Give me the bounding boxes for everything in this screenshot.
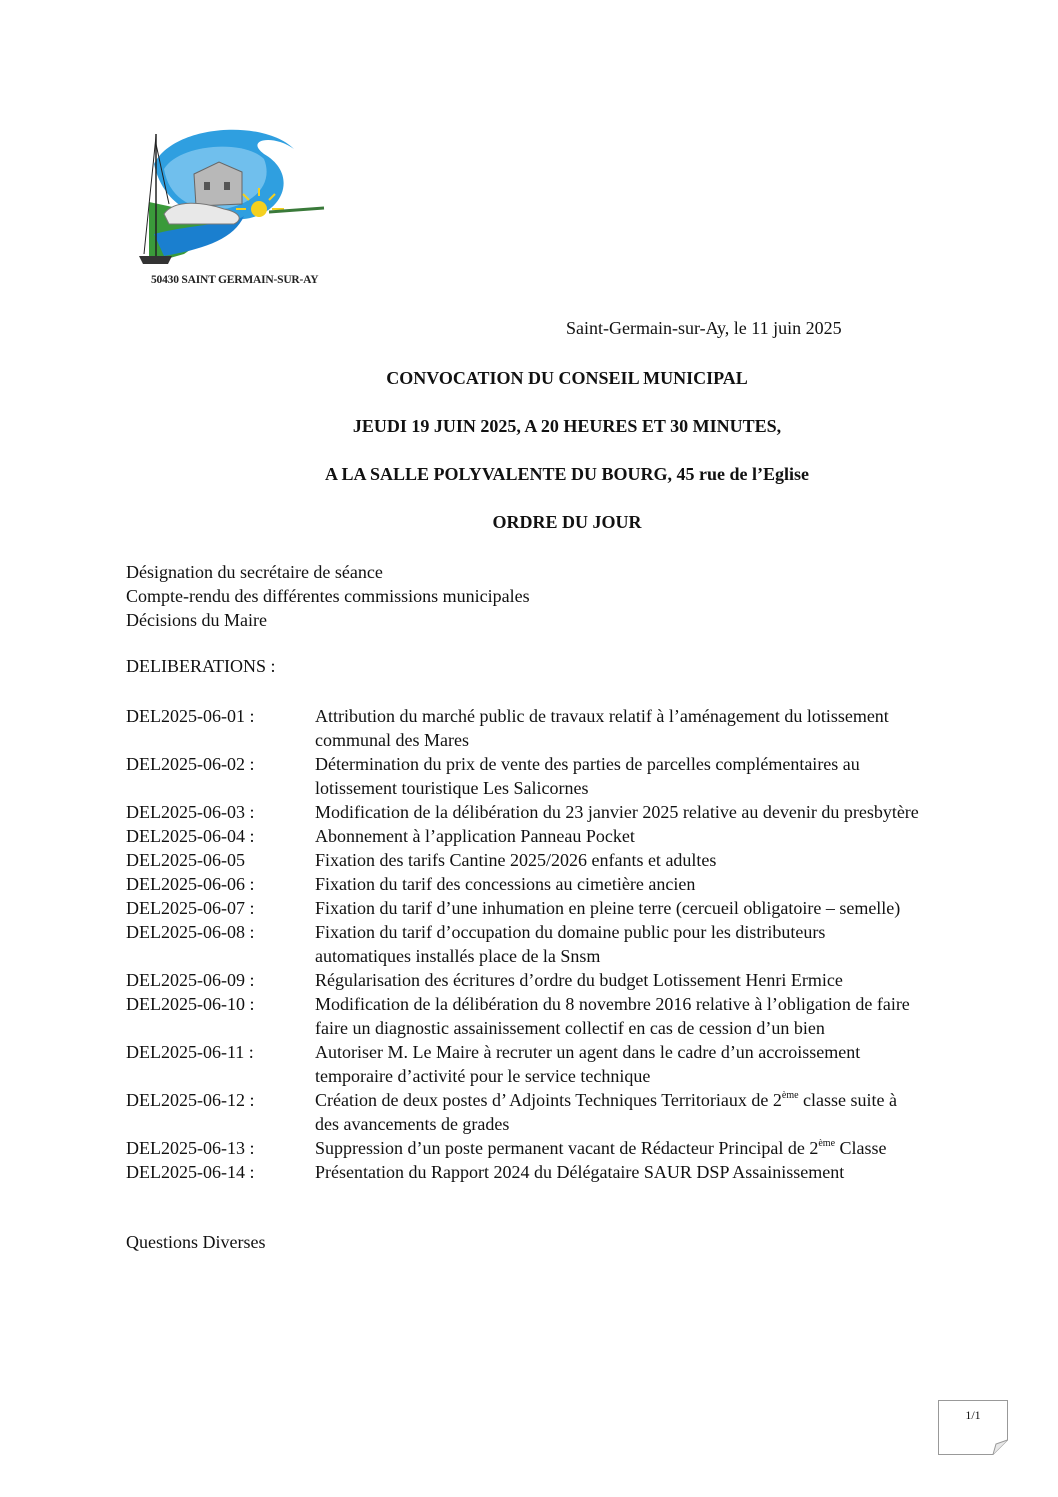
deliberation-row <box>126 872 1006 896</box>
municipal-logo <box>124 124 334 294</box>
meeting-location <box>0 464 1058 485</box>
deliberation-row <box>126 1136 1006 1160</box>
agenda-title: ORDRE DU JOUR <box>492 512 642 532</box>
deliberation-code: DEL2025-06-11 : <box>126 1042 254 1062</box>
deliberation-code: DEL2025-06-09 : <box>126 970 255 990</box>
deliberation-row <box>126 848 1006 872</box>
deliberation-text: Modification de la délibération du 23 janvier 2025 relative au devenir du presbytère <box>315 802 919 822</box>
deliberation-row <box>126 1160 1006 1184</box>
deliberation-code: DEL2025-06-12 : <box>126 1090 255 1110</box>
deliberation-row <box>126 1088 1006 1136</box>
intro-item: Décisions du Maire <box>126 610 267 630</box>
deliberation-code: DEL2025-06-08 : <box>126 922 255 942</box>
deliberation-row <box>126 1040 1006 1088</box>
deliberation-text: Autoriser M. Le Maire à recruter un agent dans le cadre d’un accroissement temporaire d’activité pour le service technique <box>315 1042 861 1086</box>
deliberation-text: Modification de la délibération du 8 novembre 2016 relative à l’obligation de faire faire un diagnostic assainissement collectif en cas de cession d’un bien <box>315 994 910 1038</box>
deliberation-code: DEL2025-06-10 : <box>126 994 255 1014</box>
deliberation-text: Fixation du tarif d’occupation du domaine public pour les distributeurs automatiques installés place de la Snsm <box>315 922 826 966</box>
deliberation-code: DEL2025-06-05 <box>126 850 245 870</box>
meeting-time: JEUDI 19 JUIN 2025, A 20 HEURES ET 30 MINUTES, <box>352 416 782 436</box>
deliberation-code: DEL2025-06-01 : <box>126 706 255 726</box>
convocation-title: CONVOCATION DU CONSEIL MUNICIPAL <box>386 368 748 388</box>
deliberation-code: DEL2025-06-14 : <box>126 1162 255 1182</box>
deliberation-text: Fixation du tarif des concessions au cimetière ancien <box>315 874 696 894</box>
deliberation-row <box>126 824 1006 848</box>
logo-caption: 50430 SAINT GERMAIN-SUR-AY <box>151 274 319 286</box>
deliberation-text <box>315 1088 1006 1136</box>
deliberation-code: DEL2025-06-06 : <box>126 874 255 894</box>
closing-item: Questions Diverses <box>126 1232 266 1252</box>
deliberation-code: DEL2025-06-02 : <box>126 754 255 774</box>
deliberation-text: Détermination du prix de vente des parties de parcelles complémentaires au lotissement touristique Les Salicornes <box>315 754 860 798</box>
deliberation-row <box>126 920 1006 968</box>
logo-emblem <box>124 124 334 274</box>
deliberations-list <box>126 704 1006 1184</box>
deliberation-row <box>126 968 1006 992</box>
deliberation-text <box>315 1136 1006 1160</box>
page-number: 1/1 <box>965 1408 981 1422</box>
deliberation-text: Attribution du marché public de travaux relatif à l’aménagement du lotissement communal des Mares <box>315 706 889 750</box>
deliberation-code: DEL2025-06-04 : <box>126 826 255 846</box>
intro-item: Désignation du secrétaire de séance <box>126 562 383 582</box>
page-number-box <box>938 1400 1008 1455</box>
deliberations-title: DELIBERATIONS : <box>126 656 276 676</box>
intro-item: Compte-rendu des différentes commissions municipales <box>126 586 530 606</box>
deliberation-text-part: Classe <box>835 1138 887 1158</box>
deliberation-row <box>126 704 1006 752</box>
deliberation-row <box>126 992 1006 1040</box>
deliberation-code: DEL2025-06-13 : <box>126 1138 255 1158</box>
ordinal-superscript: ème <box>818 1138 836 1149</box>
location-address: 45 rue de l’Eglise <box>676 464 810 484</box>
deliberation-text-part: Création de deux postes d’ Adjoints Techniques Territoriaux de 2 <box>315 1090 782 1110</box>
intro-list <box>126 560 530 632</box>
deliberation-text-part: classe suite à des avancements de grades <box>315 1090 898 1134</box>
deliberation-text: Abonnement à l’application Panneau Pocket <box>315 826 635 846</box>
deliberation-row <box>126 752 1006 800</box>
deliberation-code: DEL2025-06-03 : <box>126 802 255 822</box>
location-main: A LA SALLE POLYVALENTE DU BOURG, <box>324 464 673 484</box>
deliberation-row <box>126 896 1006 920</box>
deliberation-code: DEL2025-06-07 : <box>126 898 255 918</box>
deliberation-text: Présentation du Rapport 2024 du Délégataire SAUR DSP Assainissement <box>315 1162 845 1182</box>
deliberation-text: Régularisation des écritures d’ordre du budget Lotissement Henri Ermice <box>315 970 843 990</box>
ordinal-superscript: ème <box>781 1090 799 1101</box>
deliberation-text: Fixation des tarifs Cantine 2025/2026 enfants et adultes <box>315 850 717 870</box>
date-line: Saint-Germain-sur-Ay, le 11 juin 2025 <box>566 318 842 338</box>
deliberation-text: Fixation du tarif d’une inhumation en pleine terre (cercueil obligatoire – semelle) <box>315 898 901 918</box>
deliberation-row <box>126 800 1006 824</box>
deliberation-text-part: Suppression d’un poste permanent vacant de Rédacteur Principal de 2 <box>315 1138 819 1158</box>
